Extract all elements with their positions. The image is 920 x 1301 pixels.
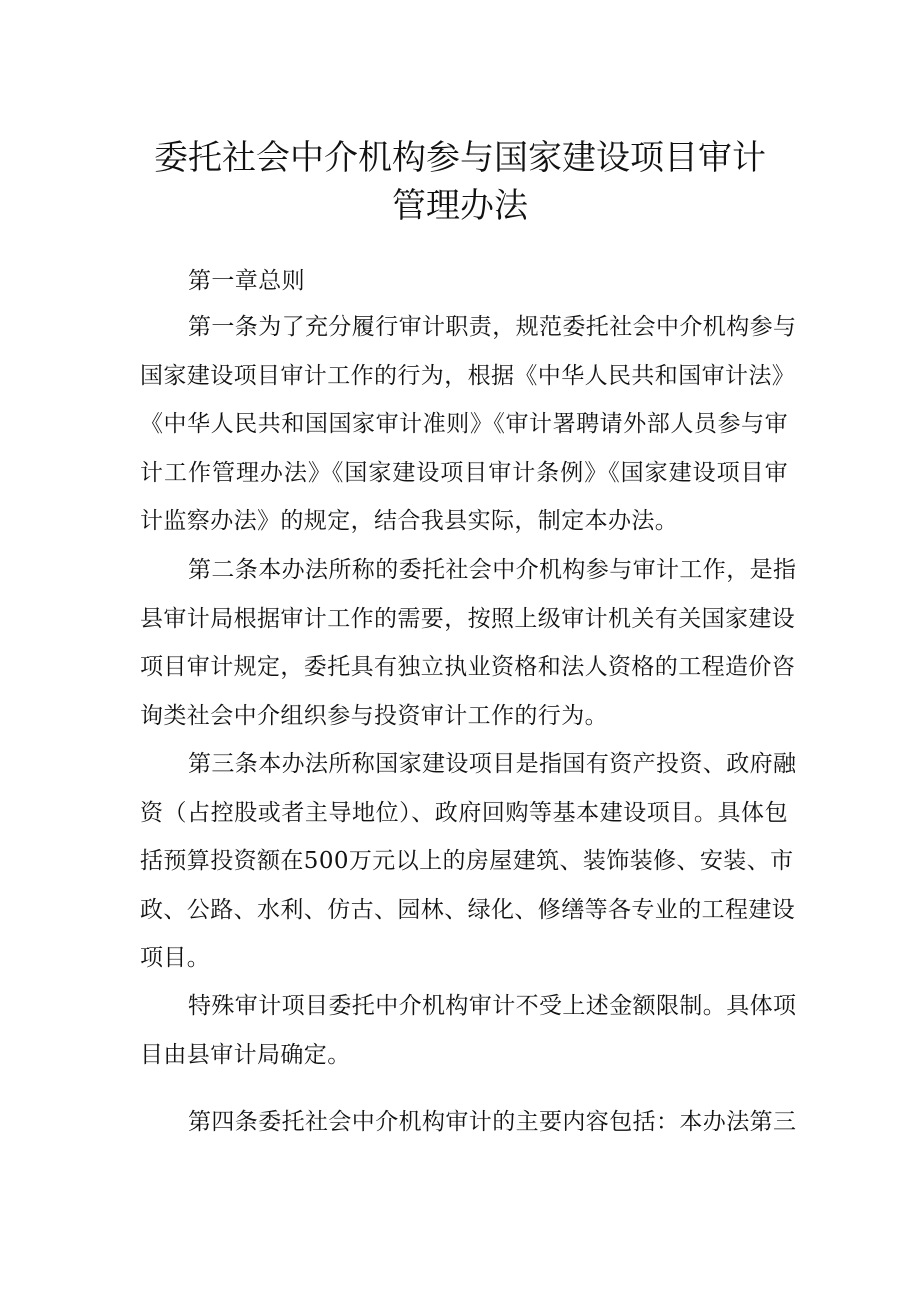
paragraph-line: 括预算投资额在500万元以上的房屋建筑、装饰装修、安装、市 [140,848,794,874]
paragraph-line: 项目。 [140,945,211,971]
paragraph-line: 第二条本办法所称的委托社会中介机构参与审计工作，是指 [188,557,797,583]
paragraph-line: 第三条本办法所称国家建设项目是指国有资产投资、政府融 [188,751,797,777]
chapter-heading: 第一章总则 [188,268,305,294]
paragraph-line: 资（占控股或者主导地位）、政府回购等基本建设项目。具体包 [140,799,788,826]
special-note-paragraph [140,982,797,1079]
article-1-paragraph [140,303,797,546]
paragraph-line: 第四条委托社会中介机构审计的主要内容包括：本办法第三 [188,1109,797,1135]
paragraph-line: 特殊审计项目委托中介机构审计不受上述金额限制。具体项 [188,993,797,1019]
article-3-paragraph [140,740,797,983]
paragraph-line: 第一条为了充分履行审计职责，规范委托社会中介机构参与 [188,314,797,340]
paragraph-line: 询类社会中介组织参与投资审计工作的行为。 [140,702,608,729]
article-2-paragraph [140,546,797,740]
paragraph-line: 政、公路、水利、仿古、园林、绿化、修缮等各专业的工程建设 [140,896,796,923]
paragraph-line: 县审计局根据审计工作的需要，按照上级审计机关有关国家建设 [140,605,796,632]
paragraph-line: 目由县审计局确定。 [140,1041,351,1068]
paragraph-line: 计监察办法》的规定，结合我县实际，制定本办法。 [140,508,679,534]
paragraph-line: 计工作管理办法》《国家建设项目审计条例》《国家建设项目审 [140,459,788,486]
document-title-line-1: 委托社会中介机构参与国家建设项目审计 [154,138,766,178]
chapter-heading-block [140,257,788,306]
paragraph-line: 项目审计规定，委托具有独立执业资格和法人资格的工程造价咨 [140,654,796,680]
article-4-paragraph [140,1098,797,1147]
document-title-line-2: 管理办法 [392,186,528,226]
paragraph-line: 国家建设项目审计工作的行为，根据《中华人民共和国审计法》 [140,362,796,389]
paragraph-line: 《中华人民共和国国家审计准则》《审计署聘请外部人员参与审 [140,411,788,437]
